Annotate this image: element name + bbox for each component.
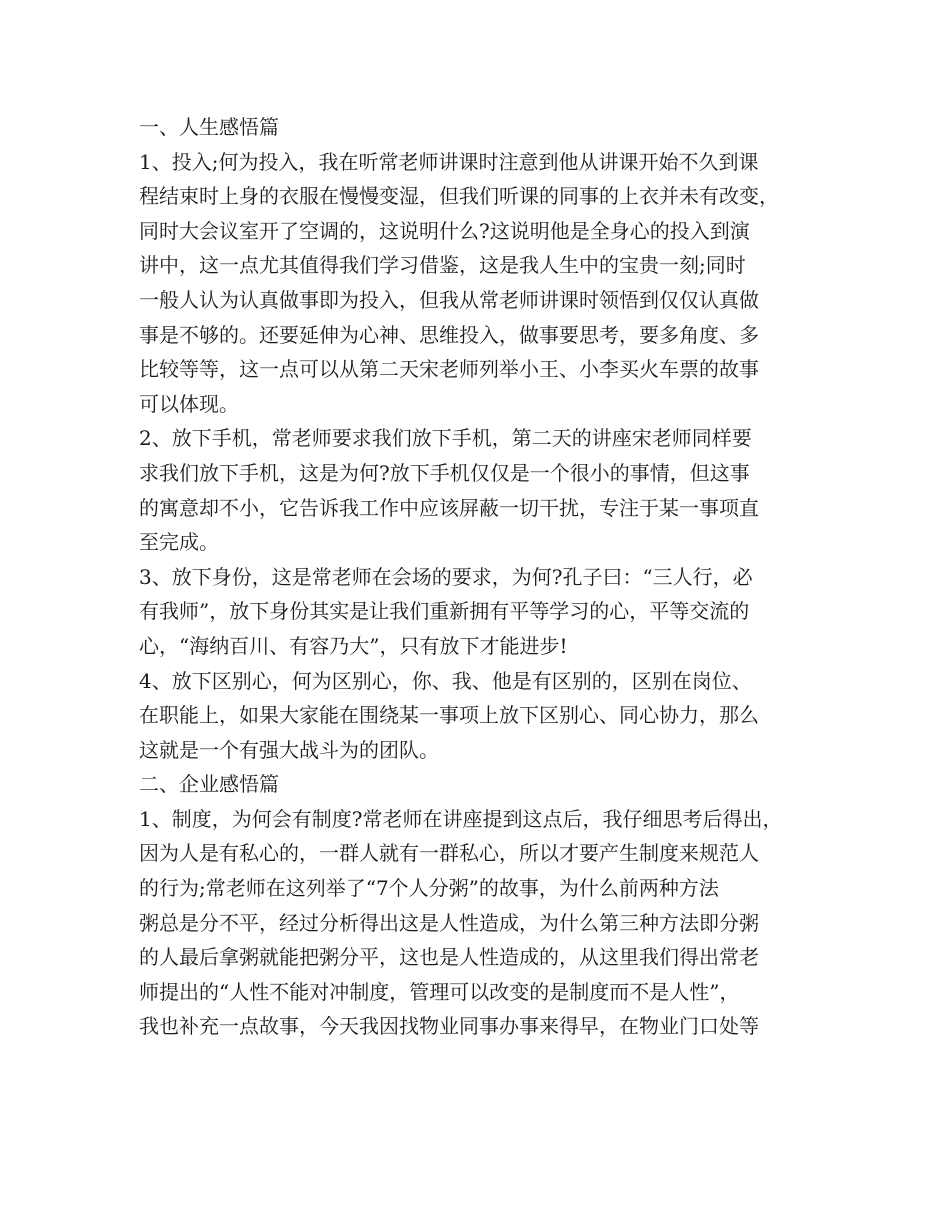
paragraph-line: 因为人是有私心的，一群人就有一群私心，所以才要产生制度来规范人 [139, 841, 759, 866]
paragraph-line: 的行为;常老师在这列举了“7个人分粥”的故事，为什么前两种方法 [139, 876, 719, 901]
paragraph-line: 同时大会议室开了空调的，这说明什么?这说明他是全身心的投入到演 [139, 218, 750, 243]
paragraph-line: 的人最后拿粥就能把粥分平，这也是人性造成的，从这里我们得出常老 [139, 945, 759, 970]
paragraph-line: 2、放下手机，常老师要求我们放下手机，第二天的讲座宋老师同样要 [139, 426, 752, 451]
paragraph-line: 讲中，这一点尤其值得我们学习借鉴，这是我人生中的宝贵一刻;同时 [139, 253, 746, 278]
paragraph-line: 我也补充一点故事，今天我因找物业同事办事来得早，在物业门口处等 [139, 1014, 759, 1039]
paragraph-line: 4、放下区别心，何为区别心，你、我、他是有区别的，区别在岗位、 [139, 668, 752, 693]
section-heading-enterprise: 二、企业感悟篇 [139, 772, 279, 797]
paragraph-line: 程结束时上身的衣服在慢慢变湿，但我们听课的同事的上衣并未有改变， [139, 184, 779, 209]
paragraph-line: 至完成。 [139, 530, 219, 555]
paragraph-line: 可以体现。 [139, 391, 239, 416]
paragraph-line: 有我师”，放下身份其实是让我们重新拥有平等学习的心，平等交流的 [139, 599, 750, 624]
paragraph-line: 3、放下身份，这是常老师在会场的要求，为何?孔子曰：“三人行，必 [139, 564, 753, 589]
paragraph-line: 师提出的“人性不能对冲制度，管理可以改变的是制度而不是人性”， [139, 979, 740, 1004]
paragraph-line: 比较等等，这一点可以从第二天宋老师列举小王、小李买火车票的故事 [139, 357, 759, 382]
paragraph-line: 的寓意却不小，它告诉我工作中应该屏蔽一切干扰，专注于某一事项直 [139, 495, 759, 520]
paragraph-line: 这就是一个有强大战斗为的团队。 [139, 737, 439, 762]
paragraph-line: 一般人认为认真做事即为投入，但我从常老师讲课时领悟到仅仅认真做 [139, 287, 759, 312]
document-body [139, 110, 819, 1044]
paragraph-line: 在职能上，如果大家能在围绕某一事项上放下区别心、同心协力，那么 [139, 703, 759, 728]
paragraph-line: 事是不够的。还要延伸为心神、思维投入，做事要思考，要多角度、多 [139, 322, 759, 347]
paragraph-line: 1、制度，为何会有制度?常老师在讲座提到这点后，我仔细思考后得出， [139, 806, 783, 831]
paragraph-line: 心，“海纳百川、有容乃大”，只有放下才能进步! [139, 633, 568, 658]
paragraph-line: 求我们放下手机，这是为何?放下手机仅仅是一个很小的事情，但这事 [139, 460, 750, 485]
section-heading-life: 一、人生感悟篇 [139, 115, 279, 139]
paragraph-line: 粥总是分不平，经过分析得出这是人性造成，为什么第三种方法即分粥 [139, 910, 759, 935]
paragraph-line: 1、投入;何为投入，我在听常老师讲课时注意到他从讲课开始不久到课 [139, 149, 759, 174]
